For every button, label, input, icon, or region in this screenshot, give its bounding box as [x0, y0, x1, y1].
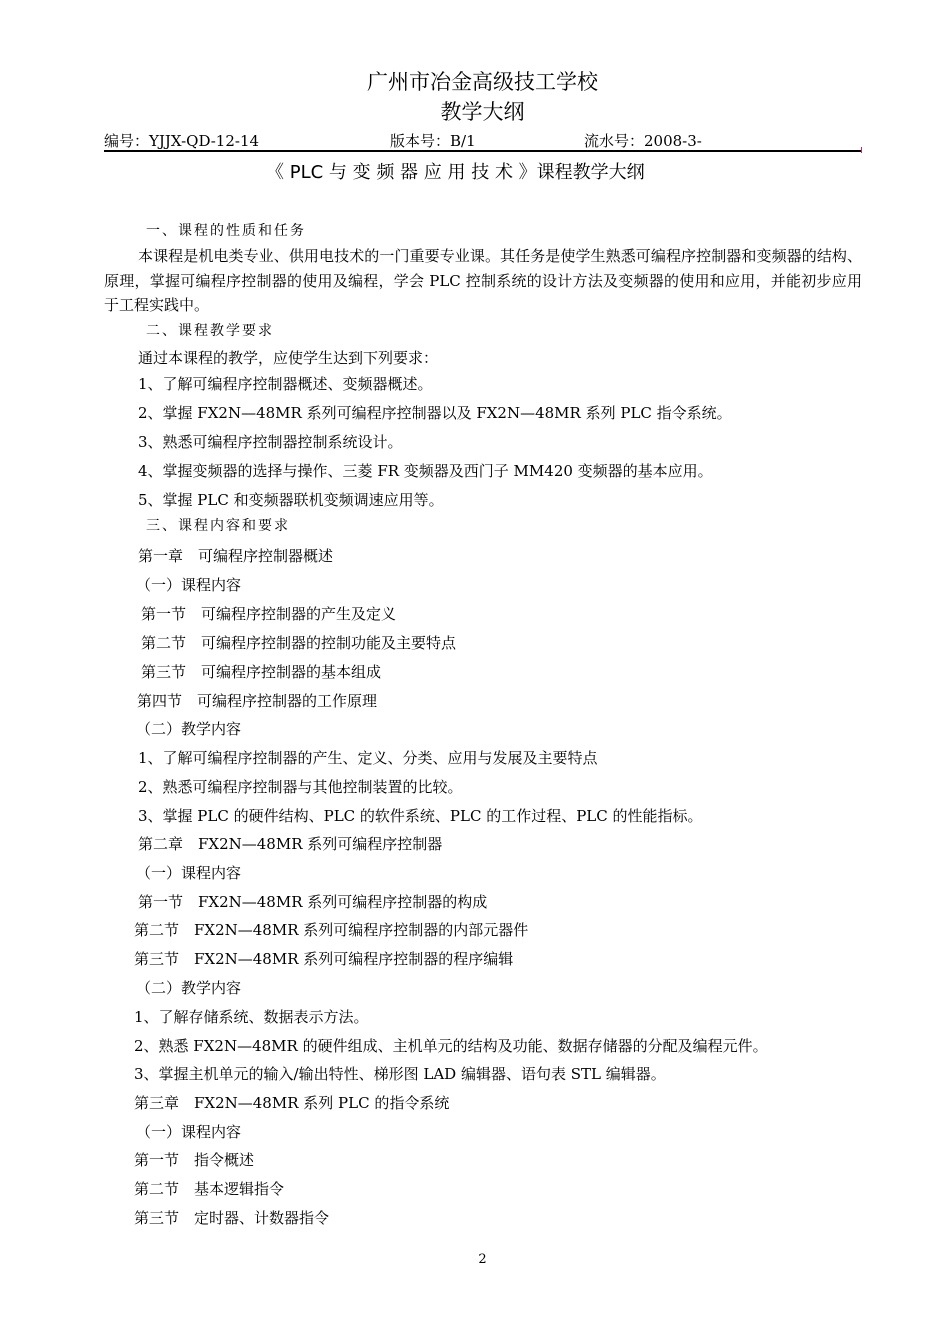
chapter-1-teach-item: 2、熟悉可编程序控制器与其他控制装置的比较。 [138, 778, 463, 796]
doc-serial: 流水号：2008-3- [584, 132, 702, 150]
chapter-2-content-label: （一）课程内容 [136, 864, 242, 882]
requirement-item: 1、了解可编程序控制器概述、变频器概述。 [138, 375, 433, 393]
chapter-3-item: 第二节 基本逻辑指令 [134, 1180, 285, 1198]
requirement-item: 5、掌握 PLC 和变频器联机变频调速应用等。 [138, 491, 444, 509]
doc-version: 版本号：B/1 [390, 132, 476, 150]
section-1-heading: 一、课程的性质和任务 [146, 223, 306, 239]
chapter-2-item: 第三节 FX2N—48MR 系列可编程序控制器的程序编辑 [134, 950, 514, 968]
course-title: 《 PLC 与 变 频 器 应 用 技 术 》课程教学大纲 [266, 162, 645, 183]
chapter-1-teach-label: （二）教学内容 [136, 720, 242, 738]
chapter-2-item: 第二节 FX2N—48MR 系列可编程序控制器的内部元器件 [134, 921, 529, 939]
chapter-2-item: 第一节 FX2N—48MR 系列可编程序控制器的构成 [138, 893, 488, 911]
section-3-heading: 三、课程内容和要求 [146, 518, 290, 534]
chapter-1-content-label: （一）课程内容 [136, 576, 242, 594]
chapter-3-title: 第三章 FX2N—48MR 系列 PLC 的指令系统 [134, 1094, 450, 1112]
chapter-2-teach-item: 3、掌握主机单元的输入/输出特性、梯形图 LAD 编辑器、语句表 STL 编辑器。 [134, 1065, 666, 1083]
chapter-3-item: 第一节 指令概述 [134, 1151, 255, 1169]
chapter-2-teach-label: （二）教学内容 [136, 979, 242, 997]
header-rule-mark [861, 147, 862, 153]
page-number: 2 [478, 1252, 487, 1267]
requirement-item: 4、掌握变频器的选择与操作、三菱 FR 变频器及西门子 MM420 变频器的基本应用。 [138, 462, 713, 480]
section-2-heading: 二、课程教学要求 [146, 323, 274, 339]
chapter-1-item: 第三节 可编程序控制器的基本组成 [141, 663, 382, 681]
doc-code: 编号：YJJX-QD-12-14 [104, 132, 260, 150]
section-1-text: 本课程是机电类专业、供用电技术的一门重要专业课。其任务是使学生熟悉可编程序控制器和变频器的结构、原理，掌握可编程序控制器的使用及编程，学会 PLC 控制系统的设计方法及变频器的使用和应用，并能初步应用于工程实践中。 [104, 247, 862, 314]
chapter-2-teach-item: 1、了解存储系统、数据表示方法。 [134, 1008, 369, 1026]
chapter-1-teach-item: 1、了解可编程序控制器的产生、定义、分类、应用与发展及主要特点 [138, 749, 598, 767]
school-title: 广州市冶金高级技工学校 [367, 70, 598, 94]
document-type: 教学大纲 [440, 100, 525, 124]
chapter-3-content-label: （一）课程内容 [136, 1123, 242, 1141]
requirement-item: 3、熟悉可编程序控制器控制系统设计。 [138, 433, 403, 451]
chapter-2-teach-item: 2、熟悉 FX2N—48MR 的硬件组成、主机单元的结构及功能、数据存储器的分配及编程元件。 [134, 1037, 768, 1055]
chapter-1-title: 第一章 可编程序控制器概述 [138, 547, 334, 565]
chapter-3-item: 第三节 定时器、计数器指令 [134, 1209, 330, 1227]
chapter-2-title: 第二章 FX2N—48MR 系列可编程序控制器 [138, 835, 443, 853]
section-2-intro: 通过本课程的教学，应使学生达到下列要求： [138, 349, 439, 367]
chapter-1-item: 第四节 可编程序控制器的工作原理 [137, 692, 378, 710]
chapter-1-teach-item: 3、掌握 PLC 的硬件结构、PLC 的软件系统、PLC 的工作过程、PLC 的性能指标。 [138, 807, 703, 825]
chapter-1-item: 第一节 可编程序控制器的产生及定义 [141, 605, 397, 623]
chapter-1-item: 第二节 可编程序控制器的控制功能及主要特点 [141, 634, 457, 652]
header-rule [104, 150, 862, 152]
requirement-item: 2、掌握 FX2N—48MR 系列可编程序控制器以及 FX2N—48MR 系列 PLC 指令系统。 [138, 404, 732, 422]
